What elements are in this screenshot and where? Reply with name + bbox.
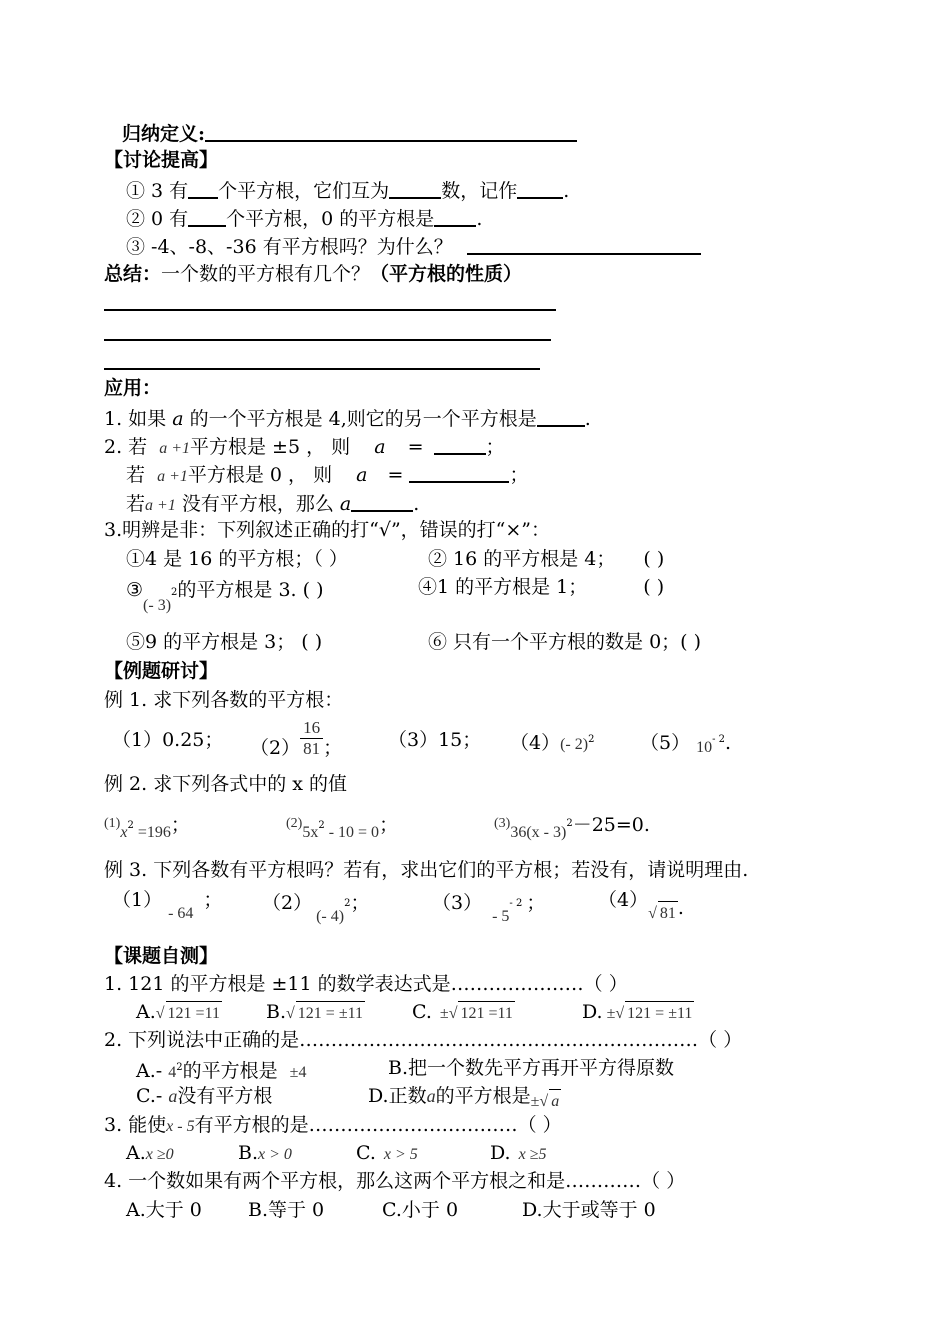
discuss-q2: ② 0 有 个平方根，0 的平方根是 . xyxy=(126,205,482,231)
blank-apply-4[interactable] xyxy=(351,490,413,512)
example-2-item-2: $(2)_{5x}^2$ $_{- 10 = 0}$； xyxy=(286,814,399,841)
discuss-q3: ③ -4、-8、-36 有平方根吗？为什么？ xyxy=(126,233,701,259)
example-1-title: 例 1. 求下列各数的平方根： xyxy=(104,689,344,711)
example-1-item-1: （1）0.25； xyxy=(112,729,224,751)
blank-q1-count[interactable] xyxy=(188,177,218,199)
judge-5: ⑤9 的平方根是 3； ( ) xyxy=(126,631,323,653)
apply-l1: 1. 如果 a 的一个平方根是 4,则它的另一个平方根是 . xyxy=(104,405,591,431)
blank-q1-relation[interactable] xyxy=(389,177,441,199)
example-1-item-3: （3）15； xyxy=(388,729,482,751)
example-1-item-5: （5） $10^{- 2}$. xyxy=(640,732,732,756)
selftest-q2-option-d[interactable]: D.正数a的平方根是$_{\pm√ a}$ xyxy=(368,1084,561,1110)
apply-header: 应用： xyxy=(104,377,162,399)
selftest-q1-option-b[interactable]: B.√ 121 = ±11 xyxy=(266,1000,365,1026)
discuss-header: 【讨论提高】 xyxy=(104,149,219,171)
summary-line-3[interactable] xyxy=(104,368,540,370)
selftest-q1-option-d[interactable]: D. ±√ 121 = ±11 xyxy=(582,1000,694,1026)
selftest-q4-option-c[interactable]: C.小于 0 xyxy=(382,1199,459,1221)
judge-4: ④1 的平方根是 1； ( ) xyxy=(418,576,665,598)
selftest-q1-option-a[interactable]: A.√ 121 =11 xyxy=(136,1000,222,1026)
example-2-item-1: $(1)_x^2$ $_{=196}$； xyxy=(104,814,190,841)
example-3-item-4: $(4)_{√ 81}$ . xyxy=(598,888,684,914)
example-2-title: 例 2. 求下列各式中的 x 的值 xyxy=(104,773,348,795)
apply-l4: 若a +1 没有平方根，那么 a . xyxy=(126,490,419,518)
judge-2: ② 16 的平方根是 4； ( ) xyxy=(428,548,665,570)
selftest-q4-option-a[interactable]: A.大于 0 xyxy=(126,1199,202,1221)
selftest-q4: 4. 一个数如果有两个平方根，那么这两个平方根之和是…………（ ） xyxy=(104,1170,686,1192)
selftest-q2-option-c[interactable]: C.- a没有平方根 xyxy=(136,1085,273,1107)
selftest-q3-option-d[interactable]: D. x ≥5 xyxy=(490,1142,547,1164)
discuss-q1: ① 3 有 个平方根，它们互为 数，记作 . xyxy=(126,177,569,203)
selftest-q1-option-c[interactable]: C. ±√ 121 =11 xyxy=(412,1000,515,1026)
selftest-q3: 3. 能使x - 5有平方根的是……………………………（ ） xyxy=(104,1114,562,1136)
summary: 总结：一个数的平方根有几个？（平方根的性质） xyxy=(104,263,523,285)
example-1-item-2: （2） $\frac{16}{81}$ ； xyxy=(250,718,343,759)
blank-apply-2[interactable] xyxy=(434,433,486,455)
judge-6: ⑥ 只有一个平方根的数是 0；( ) xyxy=(428,631,702,653)
selftest-q4-option-b[interactable]: B.等于 0 xyxy=(248,1199,325,1221)
apply-l5: 3.明辨是非：下列叙述正确的打“√”，错误的打“×”： xyxy=(104,519,551,541)
selftest-q2: 2. 下列说法中正确的是………………………………………………………（ ） xyxy=(104,1029,743,1051)
example-3-title: 例 3. 下列各数有平方根吗？若有，求出它们的平方根；若没有，请说明理由. xyxy=(104,859,749,881)
blank-q2-root[interactable] xyxy=(434,205,476,227)
example-3-item-3: $(3)_{- 5}^{- 2}$ ； xyxy=(432,892,546,925)
induction-label: 归纳定义: xyxy=(122,120,577,146)
judge-3: $③_{(- 3)}^2$的平方根是 3. ( ) xyxy=(126,579,324,614)
blank-q3-answer[interactable] xyxy=(467,233,701,255)
example-3-item-1: $(1)_{- 64}$； xyxy=(112,889,223,922)
example-1-item-4: （4）(- 2)$^2$ xyxy=(510,732,595,754)
blank-definition[interactable] xyxy=(205,120,577,142)
selftest-header: 【课题自测】 xyxy=(104,945,219,967)
selftest-q3-option-a[interactable]: A.x ≥0 xyxy=(126,1142,174,1164)
selftest-q3-option-b[interactable]: B.x > 0 xyxy=(238,1142,292,1164)
apply-l3: 若 a +1平方根是 0 ， 则 a = ； xyxy=(126,461,528,489)
example-3-item-2: $(2)_{(- 4)}^2$； xyxy=(262,892,370,925)
selftest-q1: 1. 121 的平方根是 ±11 的数学表达式是…………………（ ） xyxy=(104,973,628,995)
summary-line-2[interactable] xyxy=(104,339,551,341)
blank-apply-1[interactable] xyxy=(537,405,585,427)
blank-apply-3[interactable] xyxy=(409,461,509,483)
selftest-q2-option-b[interactable]: B.把一个数先平方再开平方得原数 xyxy=(388,1057,675,1079)
blank-q1-notation[interactable] xyxy=(517,177,563,199)
judge-1: ①4 是 16 的平方根；（ ） xyxy=(126,548,348,570)
selftest-q3-option-c[interactable]: C. x > 5 xyxy=(356,1142,418,1164)
apply-l2: 2. 若 a +1平方根是 ±5 ， 则 a = ； xyxy=(104,433,505,461)
selftest-q2-option-a[interactable]: A.- $4^2$的平方根是 ±4 xyxy=(136,1060,307,1082)
blank-q2-count[interactable] xyxy=(188,205,226,227)
example-2-item-3: $(3)_{36(x - 3)}^2-25=0$. xyxy=(494,814,650,841)
selftest-q4-option-d[interactable]: D.大于或等于 0 xyxy=(522,1199,656,1221)
summary-line-1[interactable] xyxy=(104,309,556,311)
examples-header: 【例题研讨】 xyxy=(104,660,219,682)
